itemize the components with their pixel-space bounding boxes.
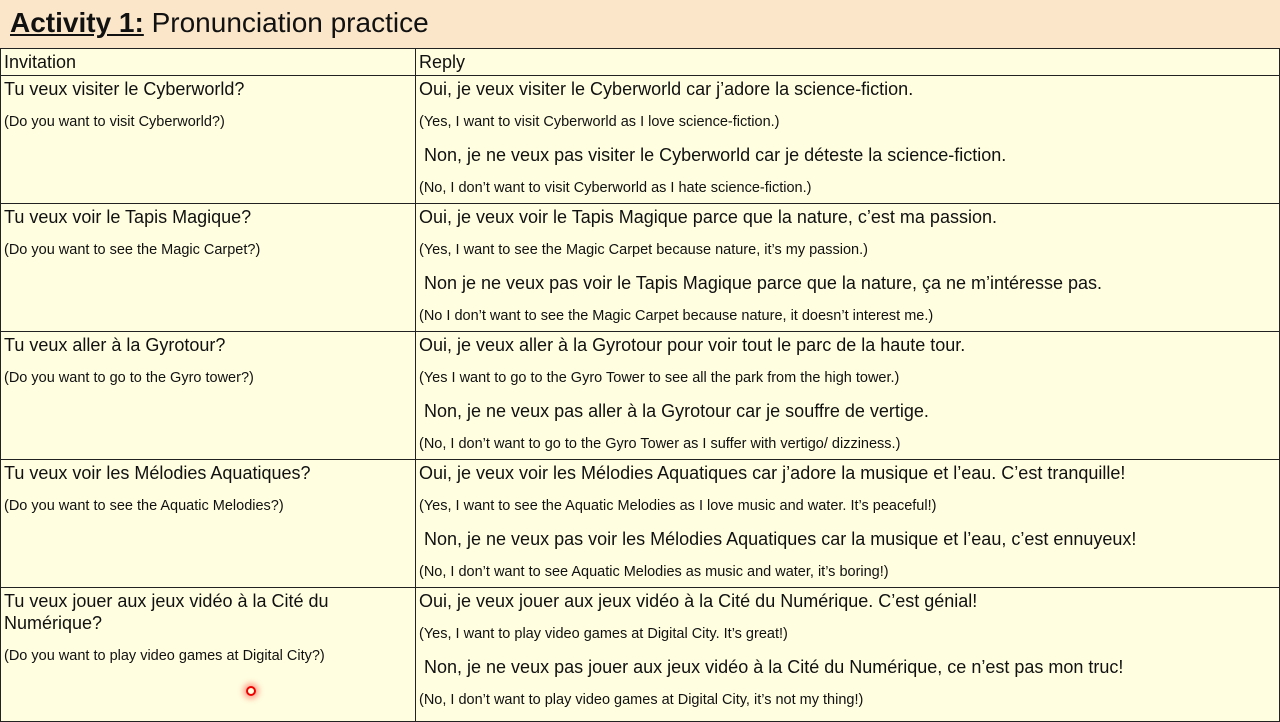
reply-no-english: (No, I don’t want to see Aquatic Melodies as music and water, it’s boring!) bbox=[419, 564, 889, 580]
invitation-english: (Do you want to see the Magic Carpet?) bbox=[4, 242, 261, 258]
invitation-english: (Do you want to visit Cyberworld?) bbox=[4, 114, 225, 130]
invitation-cell bbox=[1, 588, 416, 722]
reply-no-english: (No, I don’t want to visit Cyberworld as I hate science-fiction.) bbox=[419, 180, 812, 196]
reply-yes-english: (Yes, I want to see the Magic Carpet because nature, it’s my passion.) bbox=[419, 242, 868, 258]
invitation-cell bbox=[1, 332, 416, 460]
reply-yes-french: Oui, je veux voir le Tapis Magique parce que la nature, c’est ma passion. bbox=[419, 207, 997, 227]
invitation-english: (Do you want to play video games at Digital City?) bbox=[4, 648, 325, 664]
reply-no-english: (No I don’t want to see the Magic Carpet because nature, it doesn’t interest me.) bbox=[419, 308, 934, 324]
table-header bbox=[1, 49, 1280, 76]
reply-no-english: (No, I don’t want to play video games at Digital City, it’s not my thing!) bbox=[419, 692, 864, 708]
invitation-english: (Do you want to see the Aquatic Melodies?) bbox=[4, 498, 284, 514]
reply-no-english: (No, I don’t want to go to the Gyro Tower as I suffer with vertigo/ dizziness.) bbox=[419, 436, 901, 452]
reply-yes-french: Oui, je veux voir les Mélodies Aquatiques car j’adore la musique et l’eau. C’est tranquille! bbox=[419, 463, 1126, 483]
invitation-cell bbox=[1, 460, 416, 588]
invitation-french: Tu veux visiter le Cyberworld? bbox=[4, 79, 245, 99]
reply-no-french: Non, je ne veux pas jouer aux jeux vidéo à la Cité du Numérique, ce n’est pas mon truc! bbox=[424, 657, 1124, 677]
table-row bbox=[1, 204, 1280, 332]
page-title bbox=[10, 7, 429, 39]
reply-no-french: Non, je ne veux pas visiter le Cyberworld car je déteste la science-fiction. bbox=[424, 145, 1007, 165]
reply-no-french: Non, je ne veux pas voir les Mélodies Aquatiques car la musique et l’eau, c’est ennuyeux! bbox=[424, 529, 1137, 549]
invitation-cell bbox=[1, 204, 416, 332]
table-row bbox=[1, 588, 1280, 722]
reply-no-french: Non, je ne veux pas aller à la Gyrotour car je souffre de vertige. bbox=[424, 401, 929, 421]
invitation-french: Tu veux voir le Tapis Magique? bbox=[4, 207, 252, 227]
invitation-french: Tu veux jouer aux jeux vidéo à la Cité du Numérique? bbox=[4, 591, 329, 633]
reply-yes-english: (Yes, I want to visit Cyberworld as I love science-fiction.) bbox=[419, 114, 780, 130]
invitation-english: (Do you want to go to the Gyro tower?) bbox=[4, 370, 254, 386]
header-reply: Reply bbox=[416, 49, 1280, 76]
reply-cell bbox=[416, 588, 1280, 722]
reply-yes-french: Oui, je veux aller à la Gyrotour pour voir tout le parc de la haute tour. bbox=[419, 335, 966, 355]
invitation-french: Tu veux voir les Mélodies Aquatiques? bbox=[4, 463, 311, 483]
reply-yes-french: Oui, je veux jouer aux jeux vidéo à la Cité du Numérique. C’est génial! bbox=[419, 591, 978, 611]
reply-cell bbox=[416, 204, 1280, 332]
reply-yes-english: (Yes I want to go to the Gyro Tower to see all the park from the high tower.) bbox=[419, 370, 900, 386]
title-rest: Pronunciation practice bbox=[143, 7, 429, 38]
reply-yes-french: Oui, je veux visiter le Cyberworld car j’adore la science-fiction. bbox=[419, 79, 914, 99]
table-row bbox=[1, 460, 1280, 588]
pointer-cursor bbox=[246, 686, 256, 696]
invitation-french: Tu veux aller à la Gyrotour? bbox=[4, 335, 226, 355]
reply-cell bbox=[416, 460, 1280, 588]
header-invitation: Invitation bbox=[1, 49, 416, 76]
reply-no-french: Non je ne veux pas voir le Tapis Magique parce que la nature, ça ne m’intéresse pas. bbox=[424, 273, 1103, 293]
reply-yes-english: (Yes, I want to see the Aquatic Melodies as I love music and water. It’s peaceful!) bbox=[419, 498, 937, 514]
reply-cell bbox=[416, 76, 1280, 204]
table-row bbox=[1, 76, 1280, 204]
title-bold: Activity 1: bbox=[10, 7, 144, 38]
reply-cell bbox=[416, 332, 1280, 460]
invitation-cell bbox=[1, 76, 416, 204]
reply-yes-english: (Yes, I want to play video games at Digital City. It’s great!) bbox=[419, 626, 788, 642]
table-row bbox=[1, 332, 1280, 460]
practice-table bbox=[0, 48, 1280, 722]
